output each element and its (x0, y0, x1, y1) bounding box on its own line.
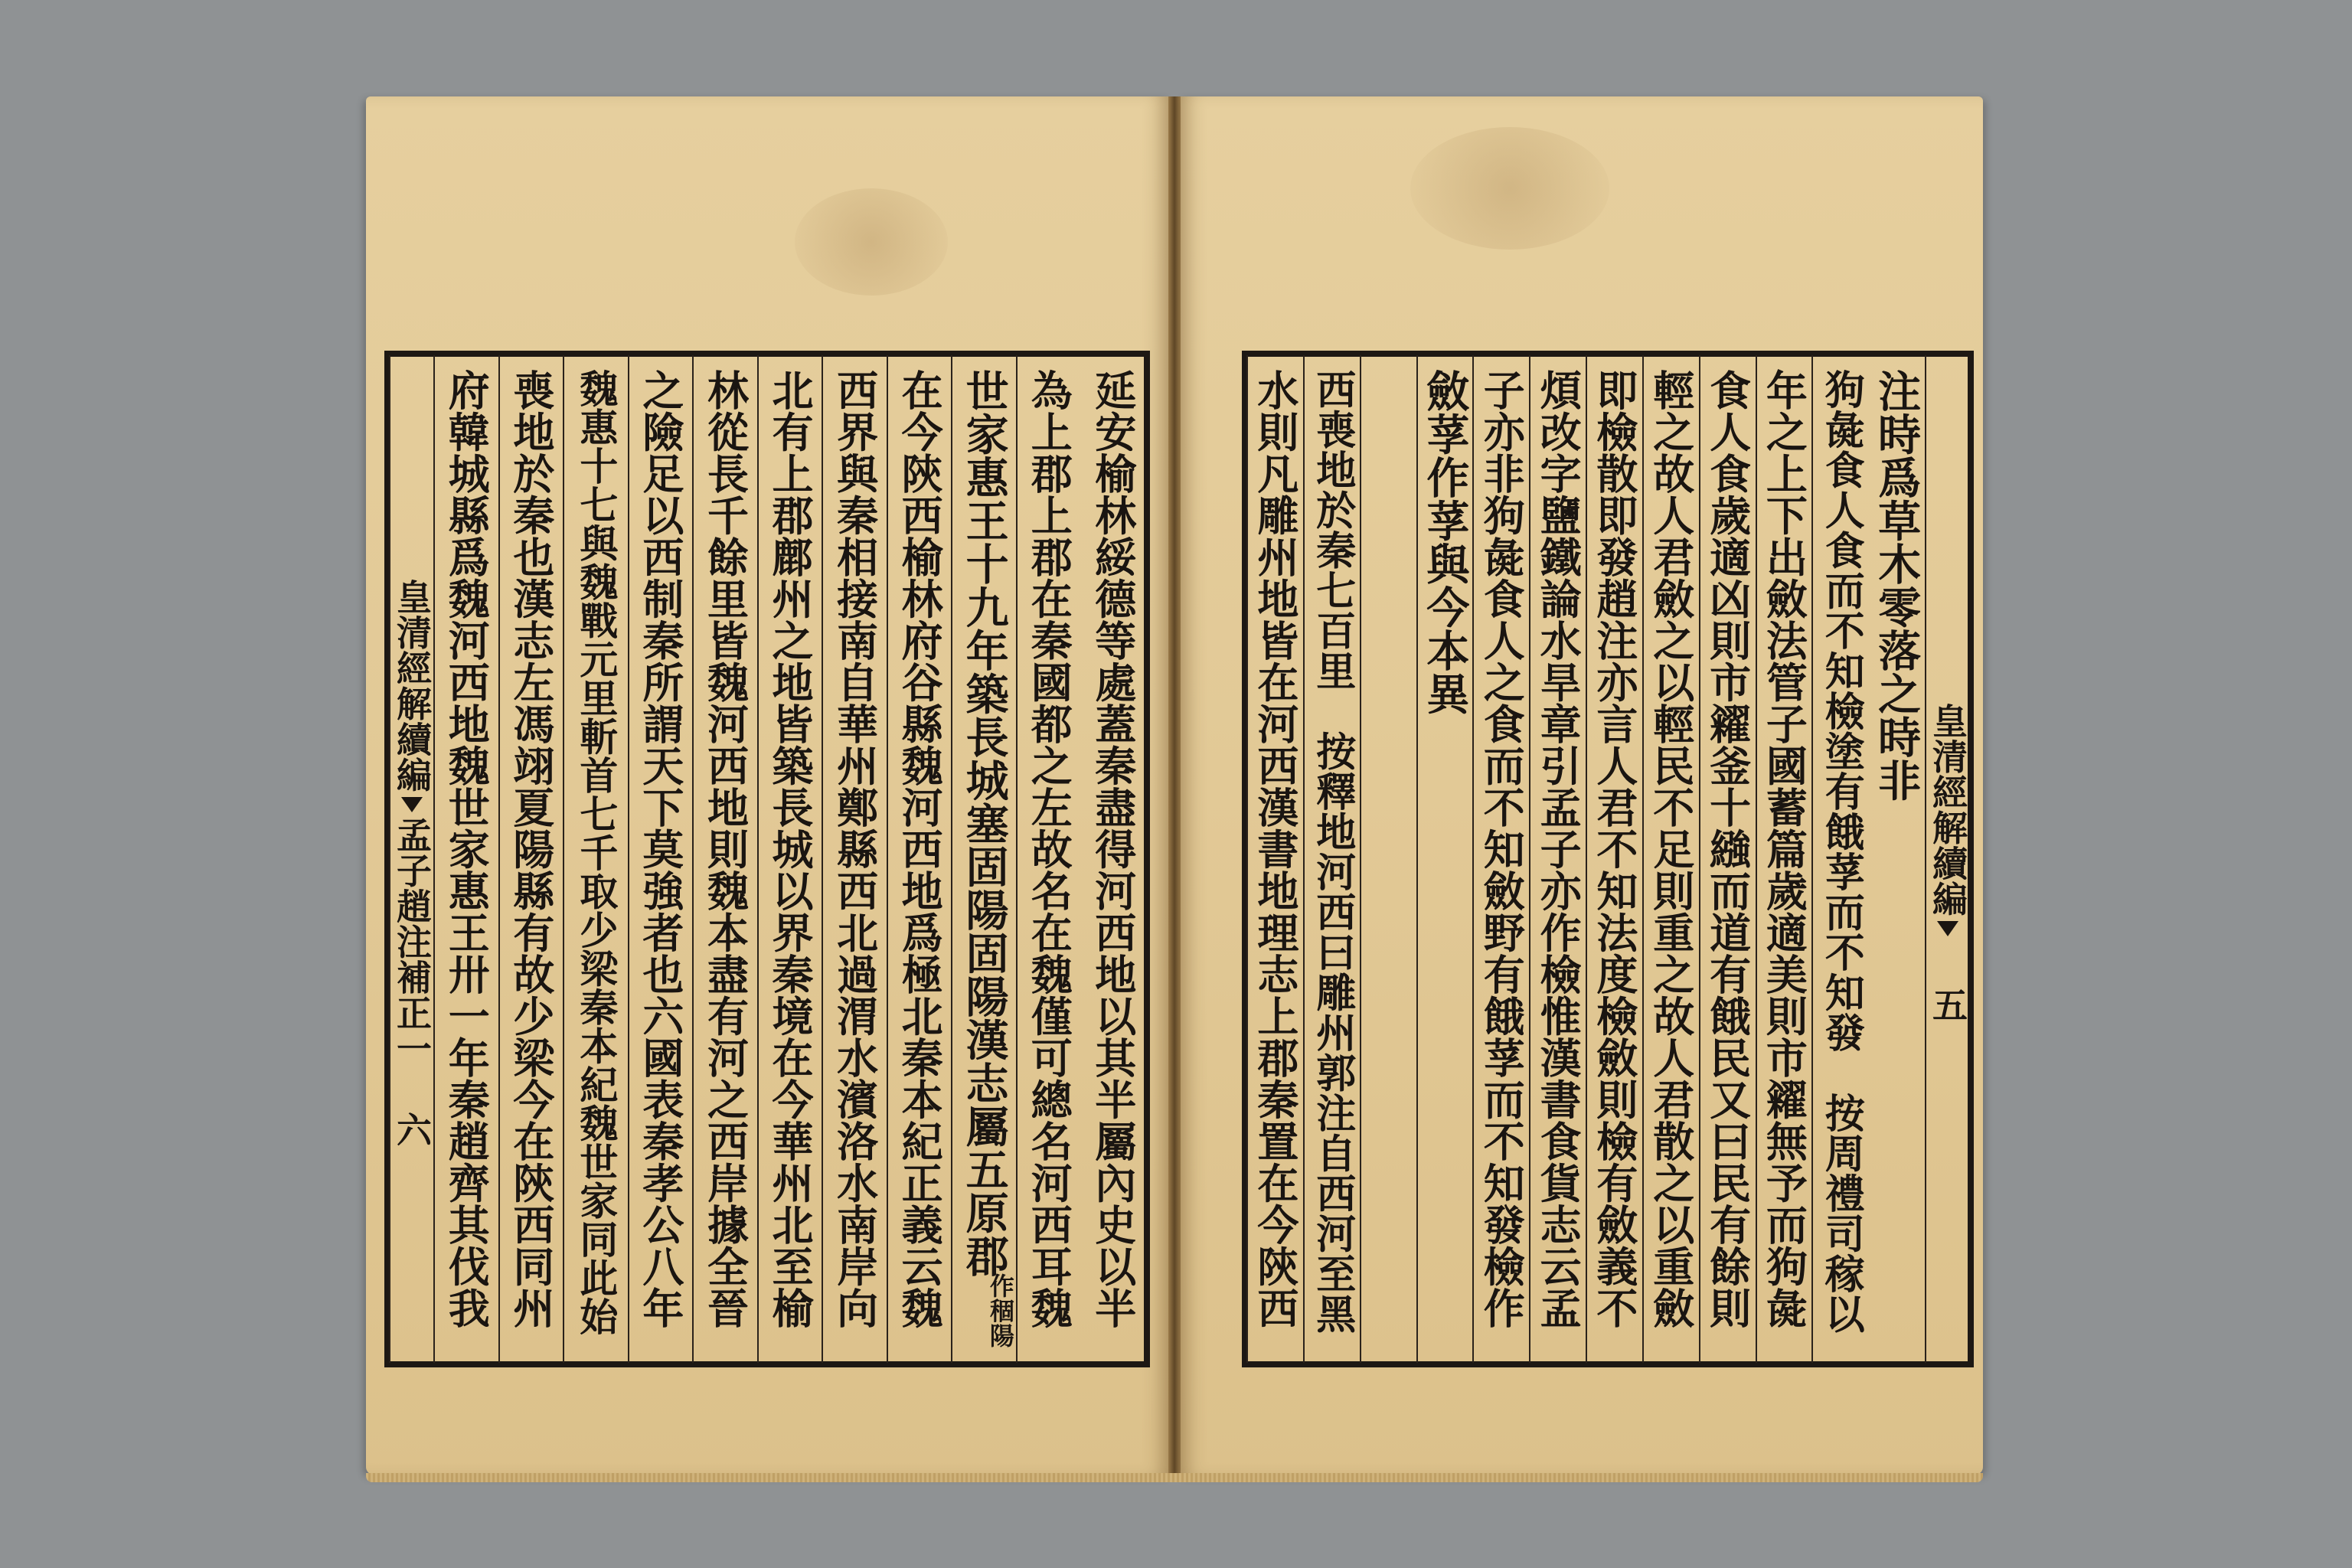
fish-tail-mark (1937, 921, 1958, 936)
text-column (1360, 355, 1416, 1363)
column-text: 輕之故人君斂之以輕民不足則重之故人君散之以重斂 (1646, 369, 1696, 1329)
text-column (1868, 355, 1925, 1363)
fish-tail-mark (401, 797, 423, 812)
column-text: 即檢散即發趙注亦言人君不知法度檢斂則檢有斂義不 (1589, 369, 1639, 1329)
book-gutter (1168, 96, 1181, 1475)
text-column (1811, 355, 1868, 1363)
column-text: 西喪地於秦七百里 按釋地河西曰雕州郭注自西河至黑 (1308, 369, 1356, 1334)
text-column (1016, 355, 1081, 1363)
column-text: 狗彘食人食而不知檢塗有餓莩而不知發 按周禮司稼以 (1818, 369, 1865, 1334)
open-book (366, 96, 1983, 1475)
column-text: 魏惠十七與魏戰元里斬首七千取少梁秦本紀魏世家同此始 (573, 369, 619, 1336)
text-column (1472, 355, 1529, 1363)
text-column (1246, 355, 1303, 1363)
folio-number: 五 (1927, 987, 1968, 1023)
text-column (498, 355, 564, 1363)
text-column (887, 355, 952, 1363)
text-column (757, 355, 822, 1363)
margin-column (389, 355, 433, 1363)
text-column (1586, 355, 1642, 1363)
left-text-block (384, 351, 1150, 1367)
text-column (1529, 355, 1586, 1363)
column-text: 為上郡上郡在秦國都之左故名在魏僅可總名河西耳魏 (1024, 369, 1074, 1329)
column-text: 林從長千餘里皆魏河西地則魏本盡有河之西岸據全晉 (701, 369, 750, 1329)
text-column (692, 355, 757, 1363)
text-column (1080, 355, 1145, 1363)
column-text: 注時爲草木零落之時非 (1871, 369, 1922, 802)
inline-note: 作稒陽 (985, 1272, 1015, 1348)
column-text: 在今陝西榆林府谷縣魏河西地爲極北秦本紀正義云魏 (895, 369, 945, 1329)
margin-chapter: 孟子趙注補正一 (391, 816, 433, 1066)
text-column (822, 355, 887, 1363)
text-column (1642, 355, 1699, 1363)
column-text: 北有上郡鄜州之地皆築長城以界秦境在今華州北至榆 (766, 369, 815, 1329)
column-text: 之險足以西制秦所謂天下莫強者也六國表秦孝公八年 (635, 369, 685, 1329)
column-text: 斂莩作莩與今本異 (1419, 369, 1471, 715)
column-text: 府韓城縣爲魏河西地魏世家惠王卅一年秦趙齊其伐我 (442, 369, 492, 1329)
text-column (1756, 355, 1812, 1363)
right-text-block (1242, 351, 1974, 1367)
margin-title: 皇清經解續編 (391, 578, 433, 792)
page-edges (366, 1473, 1983, 1482)
margin-title: 皇清經解續編 (1927, 703, 1968, 917)
column-text: 水則凡雕州地皆在河西漢書地理志上郡秦置在今陝西 (1250, 369, 1300, 1329)
folio-number: 六 (391, 1112, 433, 1148)
left-page (366, 96, 1168, 1475)
column-text: 煩改字鹽鐵論水旱章引孟子亦作檢惟漢書食貨志云孟 (1534, 369, 1583, 1329)
right-page (1181, 96, 1983, 1475)
text-column (563, 355, 628, 1363)
text-column (1303, 355, 1360, 1363)
text-column (1416, 355, 1473, 1363)
text-column (628, 355, 693, 1363)
column-text: 食人食歲適凶則市糴釜十繈而道有餓民又曰民有餘則 (1703, 369, 1753, 1329)
margin-column (1925, 355, 1969, 1363)
text-column (951, 355, 1016, 1363)
text-column (433, 355, 498, 1363)
text-column (1699, 355, 1756, 1363)
column-text: 西界與秦相接南自華州鄭縣西北過渭水濱洛水南岸向 (830, 369, 880, 1329)
column-text: 喪地於秦也漢志左馮翊夏陽縣有故少梁今在陝西同州 (506, 369, 556, 1329)
column-text: 延安榆林綏德等處蓋秦盡得河西地以其半屬內史以半 (1088, 369, 1138, 1329)
column-text: 子亦非狗彘食人之食而不知斂野有餓莩而不知發檢作 (1477, 369, 1527, 1329)
column-text: 世家惠王十九年築長城塞固陽固陽漢志屬五原郡 (959, 369, 1010, 1278)
column-text: 年之上下出斂法管子國蓄篇歲適美則市糴無予而狗彘 (1759, 369, 1809, 1329)
